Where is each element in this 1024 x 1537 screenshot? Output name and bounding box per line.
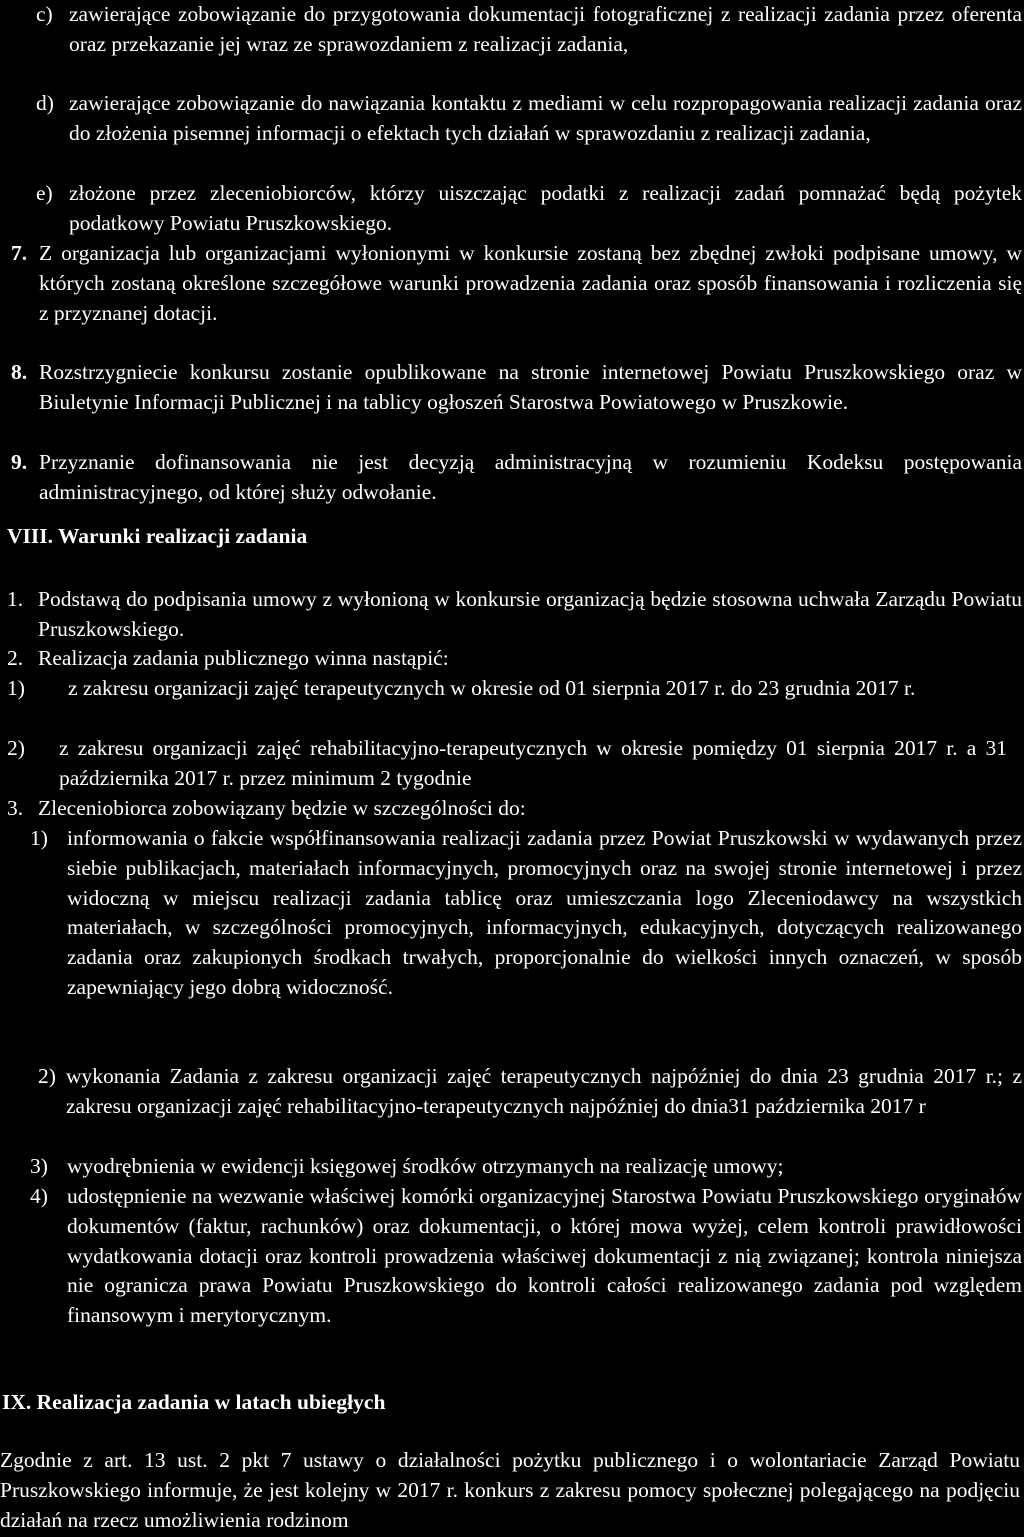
point-9 [11, 448, 1022, 508]
point-viii-1 [7, 585, 1022, 645]
subpoint-number: 3) [30, 1154, 48, 1178]
list-item-c [36, 0, 1022, 60]
subpoint-number: 2) [7, 736, 25, 760]
point-viii-3-3 [30, 1152, 1022, 1182]
list-item-text: zawierające zobowiązanie do nawiązania kontaktu z mediami w celu rozpropagowania realizacji zadania oraz do złożenia pisemnej informacji o efektach tych działań w sprawozdaniu z realizacji zadania, [69, 91, 1022, 145]
point-number: 9. [11, 450, 28, 474]
point-viii-2-1 [7, 674, 975, 704]
list-item-d [36, 89, 1022, 149]
point-text: Przyznanie dofinansowania nie jest decyzją administracyjną w rozumieniu Kodeksu postępowania administracyjnego, od której służy odwołanie. [39, 450, 1022, 504]
list-item-e [36, 179, 1022, 239]
point-text: Z organizacja lub organizacjami wyłonionymi w konkursie zostaną bez zbędnej zwłoki podpisane umowy, w których zostaną określone szczegółowe warunki prowadzenia zadania oraz sposób finansowania i rozliczenia się z przyznanej dotacji. [39, 241, 1022, 325]
section-heading-ix: IX. Realizacja zadania w latach ubiegłych [2, 1390, 386, 1414]
point-viii-2-2 [7, 734, 1007, 794]
subpoint-number: 1) [7, 676, 25, 700]
point-viii-3 [7, 794, 1022, 824]
subpoint-text: z zakresu organizacji zajęć terapeutycznych w okresie od 01 sierpnia 2017 r. do 23 grudnia 2017 r. [68, 676, 916, 700]
point-number: 8. [11, 360, 28, 384]
subpoint-number: 4) [30, 1184, 48, 1208]
point-text: Podstawą do podpisania umowy z wyłonioną w konkursie organizacją będzie stosowna uchwała Zarządu Powiatu Pruszkowskiego. [38, 587, 1022, 641]
list-item-text: zawierające zobowiązanie do przygotowania dokumentacji fotograficznej z realizacji zadania przez oferenta oraz przekazanie jej wraz ze sprawozdaniem z realizacji zadania, [69, 2, 1022, 56]
point-number: 7. [11, 241, 28, 265]
subpoint-text: wyodrębnienia w ewidencji księgowej środków otrzymanych na realizację umowy; [67, 1154, 784, 1178]
point-viii-3-1 [30, 824, 1022, 1003]
subpoint-number: 1) [30, 826, 48, 850]
subpoint-text: udostępnienie na wezwanie właściwej komórki organizacyjnej Starostwa Powiatu Pruszkowskiego oryginałów dokumentów (faktur, rachunków) oraz dokumentacji, o której mowa wyżej, celem kontroli prawidłowości wydatkowania dotacji oraz kontroli prowadzenia właściwej dokumentacji z nią związanej; kontrola niniejsza nie ogranicza prawa Powiatu Pruszkowskiego do kontroli całości realizowanego zadania pod względem finansowym i merytorycznym. [67, 1184, 1022, 1328]
section-ix-paragraph: Zgodnie z art. 13 ust. 2 pkt 7 ustawy o działalności pożytku publicznego i o wolontariacie Zarząd Powiatu Pruszkowskiego informuje, że jest kolejny w 2017 r. konkurs z zakresu pomocy społecznej polegającego na podjęciu działań na rzecz umożliwienia rodzinom [0, 1448, 1020, 1532]
point-number: 2. [7, 646, 24, 670]
list-marker: c) [36, 2, 53, 26]
list-marker: e) [36, 181, 53, 205]
point-viii-2 [7, 644, 1022, 674]
subpoint-text: z zakresu organizacji zajęć rehabilitacyjno-terapeutycznych w okresie pomiędzy 01 sierpnia 2017 r. a 31 października 2017 r. przez minimum 2 tygodnie [59, 736, 1007, 790]
point-viii-3-4 [30, 1182, 1022, 1331]
point-8 [11, 358, 1022, 418]
point-text: Rozstrzygniecie konkursu zostanie opublikowane na stronie internetowej Powiatu Pruszkowskiego oraz w Biuletynie Informacji Publicznej i na tablicy ogłoszeń Starostwa Powiatowego w Pruszkowie. [39, 360, 1022, 414]
point-number: 3. [7, 796, 24, 820]
point-viii-3-2 [38, 1062, 1022, 1122]
subpoint-text: wykonania Zadania z zakresu organizacji zajęć terapeutycznych najpóźniej do dnia 23 grudnia 2017 r.; z zakresu organizacji zajęć rehabilitacyjno-terapeutycznych najpóźniej do dnia31 października 2017 r [66, 1064, 1022, 1118]
point-text: Zleceniobiorca zobowiązany będzie w szczególności do: [38, 796, 526, 820]
list-marker: d) [36, 91, 54, 115]
list-item-text: złożone przez zleceniobiorców, którzy uiszczając podatki z realizacji zadań pomnażać będą pożytek podatkowy Powiatu Pruszkowskiego. [69, 181, 1022, 235]
section-heading-viii: VIII. Warunki realizacji zadania [7, 524, 308, 548]
subpoint-number: 2) [38, 1064, 56, 1088]
point-text: Realizacja zadania publicznego winna nastąpić: [38, 646, 449, 670]
subpoint-text: informowania o fakcie współfinansowania realizacji zadania przez Powiat Pruszkowski w wydawanych przez siebie publikacjach, materiałach informacyjnych, promocyjnych oraz na swojej stronie internetowej i przez widoczną w miejscu realizacji zadania tablicę oraz umieszczania logo Zleceniodawcy na wszystkich materiałach, w szczególności promocyjnych, informacyjnych, edukacyjnych, dotyczących realizowanego zadania oraz zakupionych środkach trwałych, proporcjonalnie do wielkości innych oznaczeń, w sposób zapewniający jego dobrą widoczność. [67, 826, 1022, 999]
point-7 [11, 239, 1022, 328]
point-number: 1. [7, 587, 24, 611]
